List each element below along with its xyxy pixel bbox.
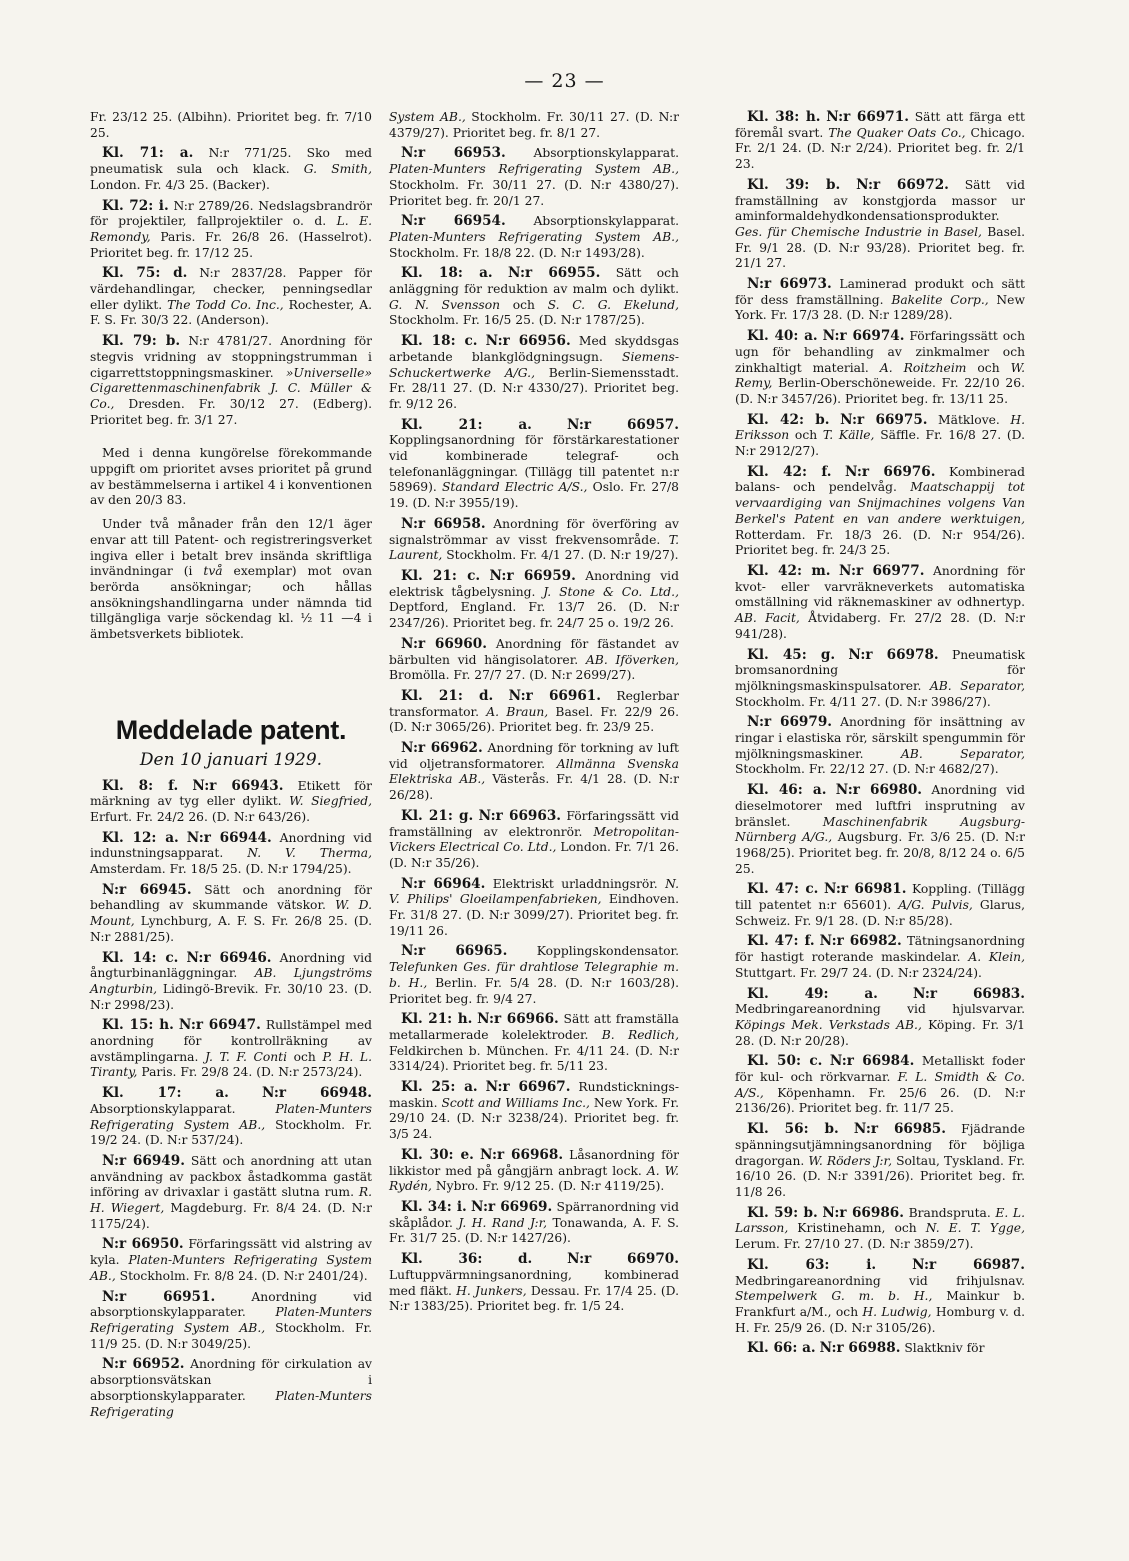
notice-paragraph: Med i denna kungörelse förekommande uppgift om prioritet avses prioritet på grund av bestämmelserna i artikel 4 i konventionen av den 20/3 83. <box>90 446 372 508</box>
patent-entry: System AB., Stockholm. Fr. 30/11 27. (D. N:r 4379/27). Prioritet beg. fr. 8/1 27. <box>389 110 679 140</box>
patent-entry: N:r 66945. Sätt och anordning för behandling av skummande vätskor. W. D. Mount, Lynchburg, A. F. S. Fr. 26/8 25. (D. N:r 2881/25). <box>90 881 372 944</box>
section-title: Meddelade patent. <box>115 714 347 745</box>
patent-entry: Kl. 21: a. N:r 66957. Kopplingsanordning för förstärkarestationer vid kombinerade telegraf- och telefonanläggningar. (Tillägg till patentet n:r 58969). Standard Electric A/S., Oslo. Fr. 27/8 19. (D. N:r 3955/19). <box>389 416 679 511</box>
patent-entry: Kl. 30: e. N:r 66968. Låsanordning för likkistor med på gångjärn anbragt lock. A. W. Rydén, Nybro. Fr. 9/12 25. (D. N:r 4119/25). <box>389 1146 679 1194</box>
patent-entry: Fr. 23/12 25. (Albihn). Prioritet beg. fr. 7/10 25. <box>90 110 372 140</box>
patent-entry: Kl. 39: b. N:r 66972. Sätt vid framställning av konstgjorda massor ur aminformaldehydkondensationsprodukter. Ges. für Chemische Industrie in Basel, Basel. Fr. 9/1 28. (D. N:r 93/28). Prioritet beg. fr. 21/1 27. <box>735 176 1025 271</box>
patent-entry: Kl. 21: d. N:r 66961. Reglerbar transformator. A. Braun, Basel. Fr. 22/9 26. (D. N:r 3065/26). Prioritet beg. fr. 23/9 25. <box>389 687 679 735</box>
patent-entry: Kl. 17: a. N:r 66948. Absorptionskylapparat. Platen-Munters Refrigerating System AB., Stockholm. Fr. 19/2 24. (D. N:r 537/24). <box>90 1085 372 1148</box>
patent-entry: Kl. 47: c. N:r 66981. Koppling. (Tillägg till patentet n:r 65601). A/G. Pulvis, Glarus, Schweiz. Fr. 9/1 28. (D. N:r 85/28). <box>735 881 1026 928</box>
section-heading <box>90 713 372 769</box>
patent-entry: N:r 66953. Absorptionskylapparat. Platen-Munters Refrigerating System AB., Stockholm. Fr. 30/11 27. (D. N:r 4380/27). Prioritet beg. fr. 20/1 27. <box>389 145 679 208</box>
patent-entry: Kl. 46: a. N:r 66980. Anordning vid dieselmotorer med luftfri insprutning av bränslet. Maschinenfabrik Augsburg-Nürnberg A/G., Augsburg. Fr. 3/6 25. (D. N:r 1968/25). Prioritet beg. fr. 20/8, 8/12 24 o. 6/5 25. <box>735 782 1025 876</box>
patent-entry: Kl. 21: g. N:r 66963. Förfaringssätt vid framställning av elektronrör. Metropolitan-Vickers Electrical Co. Ltd., London. Fr. 7/1 26. (D. N:r 35/26). <box>389 807 679 870</box>
patent-entry: Kl. 14: c. N:r 66946. Anordning vid ångturbinanläggningar. AB. Ljungströms Angturbin, Lidingö-Brevik. Fr. 30/10 23. (D. N:r 2998/23). <box>90 949 372 1012</box>
column-2 <box>389 110 679 1320</box>
patent-entry: Kl. 49: a. N:r 66983. Medbringareanordning vid hjulsvarvar. Köpings Mek. Verkstads AB., Köping. Fr. 3/1 28. (D. N:r 20/28). <box>735 985 1026 1048</box>
patent-entry: Kl. 38: h. N:r 66971. Sätt att färga ett föremål svart. The Quaker Oats Co., Chicago. Fr. 2/1 24. (D. N:r 2/24). Prioritet beg. fr. 2/1 23. <box>735 109 1026 172</box>
patent-entry: N:r 66951. Anordning vid absorptionskylapparater. Platen-Munters Refrigerating System AB., Stockholm. Fr. 11/9 25. (D. N:r 3049/25). <box>90 1288 372 1351</box>
patent-entry: Kl. 18: c. N:r 66956. Med skyddsgas arbetande blankglödgningsugn. Siemens-Schuckertwerke A/G., Berlin-Siemensstadt. Fr. 28/11 27. (D. N:r 4330/27). Prioritet beg. fr. 9/12 26. <box>389 333 679 411</box>
patent-entry: Kl. 8: f. N:r 66943. Etikett för märkning av tyg eller dylikt. W. Siegfried, Erfurt. Fr. 24/2 26. (D. N:r 643/26). <box>90 777 372 824</box>
section-date: Den 10 januari 1929. <box>139 749 323 770</box>
patent-entry: N:r 66960. Anordning för fästandet av bärbulten vid hängisolatorer. AB. Iföverken, Bromölla. Fr. 27/7 27. (D. N:r 2699/27). <box>389 635 679 683</box>
patent-entry: N:r 66962. Anordning för torkning av luft vid oljetransformatorer. Allmänna Svenska Elektriska AB., Västerås. Fr. 4/1 28. (D. N:r 26/28). <box>389 740 680 803</box>
patent-entry: Kl. 12: a. N:r 66944. Anordning vid indunstningsapparat. N. V. Therma, Amsterdam. Fr. 18/5 25. (D. N:r 1794/25). <box>90 829 372 877</box>
patent-entry: Kl. 45: g. N:r 66978. Pneumatisk bromsanordning för mjölkningsmaskinspulsatorer. AB. Separator, Stockholm. Fr. 4/11 27. (D. N:r 3986/27). <box>735 646 1025 709</box>
patent-entry: Kl. 47: f. N:r 66982. Tätningsanordning för hastigt roterande maskindelar. A. Klein, Stuttgart. Fr. 29/7 24. (D. N:r 2324/24). <box>735 933 1026 980</box>
patent-entry: Kl. 71: a. N:r 771/25. Sko med pneumatisk sula och klack. G. Smith, London. Fr. 4/3 25. (Backer). <box>90 145 373 192</box>
patent-entry: Kl. 21: c. N:r 66959. Anordning vid elektrisk tågbelysning. J. Stone & Co. Ltd., Deptford, England. Fr. 13/7 26. (D. N:r 2347/26). Prioritet beg. fr. 24/7 25 o. 19/2 26. <box>389 567 679 631</box>
patent-entry: N:r 66950. Förfaringssätt vid alstring av kyla. Platen-Munters Refrigerating System AB., Stockholm. Fr. 8/8 24. (D. N:r 2401/24). <box>90 1236 372 1283</box>
patent-entry: Kl. 18: a. N:r 66955. Sätt och anläggning för reduktion av malm och dylikt. G. N. Svensson och S. C. G. Ekelund, Stockholm. Fr. 16/5 25. (D. N:r 1787/25). <box>389 265 679 328</box>
patent-entry: Kl. 42: b. N:r 66975. Mätklove. H. Eriksson och T. Källe, Säffle. Fr. 16/8 27. (D. N:r 2912/27). <box>735 411 1025 459</box>
patent-entry: Kl. 59: b. N:r 66986. Brandspruta. E. L. Larsson, Kristinehamn, och N. E. T. Ygge, Lerum. Fr. 27/10 27. (D. N:r 3859/27). <box>735 1204 1025 1252</box>
patent-entry: Kl. 42: m. N:r 66977. Anordning för kvot- eller varvräkneverkets automatiska omställning vid räknemaskiner av odhnertyp. AB. Facit, Åtvidaberg. Fr. 27/2 28. (D. N:r 941/28). <box>735 562 1026 641</box>
patent-entry: Kl. 34: i. N:r 66969. Spärranordning vid skåplådor. J. H. Rand J:r, Tonawanda, A. F. S. Fr. 31/7 25. (D. N:r 1427/26). <box>389 1199 679 1246</box>
patent-entry: Kl. 42: f. N:r 66976. Kombinerad balans- och pendelvåg. Maatschappij tot vervaardiging van Snijmachines volgens Van Berkel's Patent en van andere werktuigen, Rotterdam. Fr. 18/3 26. (D. N:r 954/26). Prioritet beg. fr. 24/3 25. <box>735 463 1025 558</box>
patent-entry: N:r 66979. Anordning för insättning av ringar i elastiska rör, särskilt spengummin för mjölkningsmaskiner. AB. Separator, Stockholm. Fr. 22/12 27. (D. N:r 4682/27). <box>735 714 1025 777</box>
patent-entry: N:r 66965. Kopplingskondensator. Telefunken Ges. für drahtlose Telegraphie m. b. H., Berlin. Fr. 5/4 28. (D. N:r 1603/28). Prioritet beg. fr. 9/4 27. <box>389 943 680 1006</box>
patent-entry: Kl. 75: d. N:r 2837/28. Papper för värdehandlingar, checker, penningsedlar eller dylikt. The Todd Co. Inc., Rochester, A. F. S. Fr. 30/3 22. (Anderson). <box>90 265 372 328</box>
patent-entry: Kl. 21: h. N:r 66966. Sätt att framställa metallarmerade kolelektroder. B. Redlich, Feldkirchen b. München. Fr. 4/11 24. (D. N:r 3314/24). Prioritet beg. fr. 5/11 23. <box>389 1011 680 1074</box>
patent-entry: Kl. 56: b. N:r 66985. Fjädrande spänningsutjämningsanordning för böjliga dragorgan. W. Röders J:r, Soltau, Tyskland. Fr. 16/10 26. (D. N:r 3391/26). Prioritet beg. fr. 11/8 26. <box>735 1121 1025 1199</box>
patent-entry: Kl. 72: i. N:r 2789/26. Nedslagsbrandrör för projektiler, fallprojektiler o. d. L. E. Remondy, Paris. Fr. 26/8 26. (Hasselrot). Prioritet beg. fr. 17/12 25. <box>90 197 373 260</box>
patent-entry: N:r 66964. Elektriskt urladdningsrör. N. V. Philips' Gloeilampenfabrieken, Eindhoven. Fr. 31/8 27. (D. N:r 3099/27). Prioritet beg. fr. 19/11 26. <box>389 875 679 938</box>
patent-entry: N:r 66973. Laminerad produkt och sätt för dess framställning. Bakelite Corp., New York. Fr. 17/3 28. (D. N:r 1289/28). <box>735 276 1025 323</box>
patent-entry: Kl. 50: c. N:r 66984. Metalliskt foder för kul- och rörkvarnar. F. L. Smidth & Co. A/S., Köpenhamn. Fr. 25/6 26. (D. N:r 2136/26). Prioritet beg. fr. 11/7 25. <box>735 1053 1025 1116</box>
page-number: — 23 — <box>524 70 605 92</box>
patent-entry: N:r 66952. Anordning för cirkulation av absorptionsvätskan i absorptionskylapparater. Platen-Munters Refrigerating <box>90 1356 372 1419</box>
notice-paragraph: Under två månader från den 12/1 äger envar att till Patent- och registreringsverket ingiva eller i betalt brev insända skriftliga invändningar (i två exemplar) mot ovan berörda ansökningar; och hållas ansökningshandlingarna under nämnda tid tillgängliga varje söckendag kl. ½ 11 —4 i ämbetsverkets bibliotek. <box>90 517 373 642</box>
patent-entry: N:r 66958. Anordning för överföring av signalströmmar av visst frekvensområde. T. Laurent, Stockholm. Fr. 4/1 27. (D. N:r 19/27). <box>389 515 679 563</box>
patent-entry: Kl. 15: h. N:r 66947. Rullstämpel med anordning för kontrollräkning av avstämplingarna. J. T. F. Conti och P. H. L. Tiranty, Paris. Fr. 29/8 24. (D. N:r 2573/24). <box>90 1017 372 1080</box>
patent-entry: Kl. 40: a. N:r 66974. Förfaringssätt och ugn för behandling av zinkmalmer och zinkhaltigt material. A. Roitzheim och W. Remy, Berlin-Oberschöneweide. Fr. 22/10 26. (D. N:r 3457/26). Prioritet beg. fr. 13/11 25. <box>735 328 1026 406</box>
patent-entry: Kl. 63: i. N:r 66987. Medbringareanordning vid frihjulsnav. Stempelwerk G. m. b. H., Mainkur b. Frankfurt a/M., och H. Ludwig, Homburg v. d. H. Fr. 25/9 26. (D. N:r 3105/26). <box>735 1256 1025 1335</box>
patent-entry: Kl. 36: d. N:r 66970. Luftuppvärmningsanordning, kombinerad med fläkt. H. Junkers, Dessau. Fr. 17/4 25. (D. N:r 1383/25). Prioritet beg. fr. 1/5 24. <box>389 1251 679 1314</box>
patent-entry: N:r 66954. Absorptionskylapparat. Platen-Munters Refrigerating System AB., Stockholm. Fr. 18/8 22. (D. N:r 1493/28). <box>389 213 679 260</box>
column-1 <box>90 110 372 1425</box>
patent-entry: N:r 66949. Sätt och anordning att utan användning av packbox åstadkomma gastät införing av drivaxlar i gastätt slutna rum. R. H. Wiegert, Magdeburg. Fr. 8/4 24. (D. N:r 1175/24). <box>90 1152 372 1231</box>
column-3 <box>735 110 1025 1362</box>
patent-entry: Kl. 25: a. N:r 66967. Rundstickningsmaskin. Scott and Williams Inc., New York. Fr. 29/10 24. (D. N:r 3238/24). Prioritet beg. fr. 3/5 24. <box>389 1079 680 1142</box>
patent-entry: Kl. 66: a. N:r 66988. Slaktkniv för <box>747 1340 985 1357</box>
patent-entry: Kl. 79: b. N:r 4781/27. Anordning för stegvis vridning av stoppningstrumman i cigarrettstoppningsmaskiner. »Universelle» Cigarettenmaschinenfabrik J. C. Müller & Co., Dresden. Fr. 30/12 27. (Edberg). Prioritet beg. fr. 3/1 27. <box>90 333 373 427</box>
